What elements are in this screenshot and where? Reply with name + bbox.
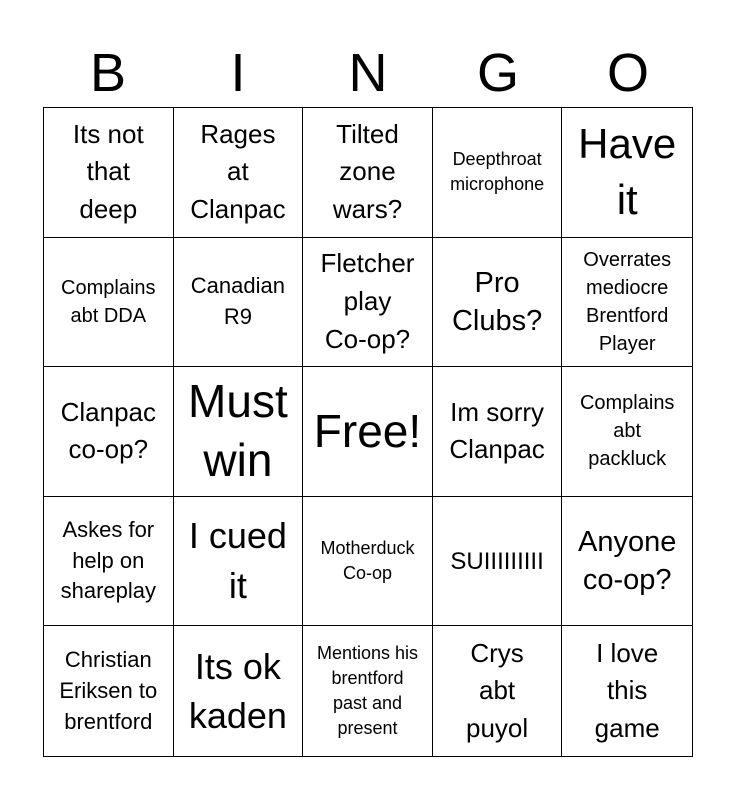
header-letter-o: O [606, 43, 649, 103]
bingo-cell-9[interactable] [433, 238, 563, 368]
bingo-cell-3[interactable] [303, 108, 433, 238]
bingo-cell-text: I love this game [594, 637, 660, 744]
bingo-cell-25[interactable] [562, 626, 692, 756]
bingo-cell-text: Its not that deep [72, 118, 144, 225]
bingo-cell-text: I cued it [188, 515, 287, 607]
bingo-grid [43, 107, 693, 757]
bingo-cell-24[interactable] [433, 626, 563, 756]
bingo-cell-21[interactable] [44, 626, 174, 756]
bingo-cell-text: Christian Eriksen to brentford [59, 647, 158, 734]
bingo-cell-14[interactable] [433, 367, 563, 497]
bingo-cell-8[interactable] [303, 238, 433, 368]
bingo-cell-12[interactable] [174, 367, 304, 497]
bingo-cell-19[interactable] [433, 497, 563, 627]
bingo-cell-18[interactable] [303, 497, 433, 627]
bingo-cell-20[interactable] [562, 497, 692, 627]
bingo-cell-text: Free! [313, 404, 422, 457]
bingo-cell-text: Its ok kaden [188, 645, 287, 737]
bingo-cell-text: Must win [188, 374, 288, 487]
bingo-cell-23[interactable] [303, 626, 433, 756]
bingo-cell-text: Pro Clubs? [451, 266, 543, 337]
bingo-cell-6[interactable] [44, 238, 174, 368]
bingo-cell-11[interactable] [44, 367, 174, 497]
bingo-cell-text: Clanpac co-op? [60, 396, 156, 465]
bingo-cell-text: Askes for help on shareplay [60, 516, 156, 604]
bingo-cell-text: Overrates mediocre Brentford Player [583, 248, 672, 355]
bingo-cell-5[interactable] [562, 108, 692, 238]
bingo-cell-text: Fletcher play Co-op? [320, 248, 415, 354]
bingo-cell-text: Anyone co-op? [578, 525, 677, 597]
bingo-cell-text: Deepthroat microphone [450, 149, 545, 195]
header-letter-i: I [230, 43, 246, 103]
bingo-cell-free[interactable] [303, 367, 433, 497]
bingo-cell-text: SUIIIIIIIII [450, 547, 544, 575]
bingo-cell-22[interactable] [174, 626, 304, 756]
header-letter-g: G [476, 43, 519, 103]
bingo-cell-15[interactable] [562, 367, 692, 497]
header-letter-n: N [348, 43, 388, 103]
bingo-cell-17[interactable] [174, 497, 304, 627]
bingo-cell-text: Complains abt packluck [579, 392, 675, 471]
bingo-cell-text: Canadian R9 [190, 273, 285, 329]
bingo-cell-2[interactable] [174, 108, 304, 238]
bingo-cell-1[interactable] [44, 108, 174, 238]
bingo-cell-text: Rages at Clanpac [190, 118, 286, 225]
header-letter-b: B [89, 43, 127, 103]
bingo-cell-text: Mentions his brentford past and present [316, 642, 419, 739]
bingo-cell-7[interactable] [174, 238, 304, 368]
bingo-cell-10[interactable] [562, 238, 692, 368]
bingo-cell-text: Motherduck Co-op [320, 537, 415, 584]
bingo-cell-text: Complains abt DDA [61, 276, 156, 327]
bingo-cell-16[interactable] [44, 497, 174, 627]
bingo-header [43, 40, 693, 106]
bingo-cell-4[interactable] [433, 108, 563, 238]
bingo-cell-text: Tilted zone wars? [332, 118, 403, 225]
bingo-cell-text: Im sorry Clanpac [449, 396, 545, 465]
bingo-cell-text: Have it [578, 119, 677, 224]
bingo-cell-text: Crys abt puyol [466, 637, 529, 744]
